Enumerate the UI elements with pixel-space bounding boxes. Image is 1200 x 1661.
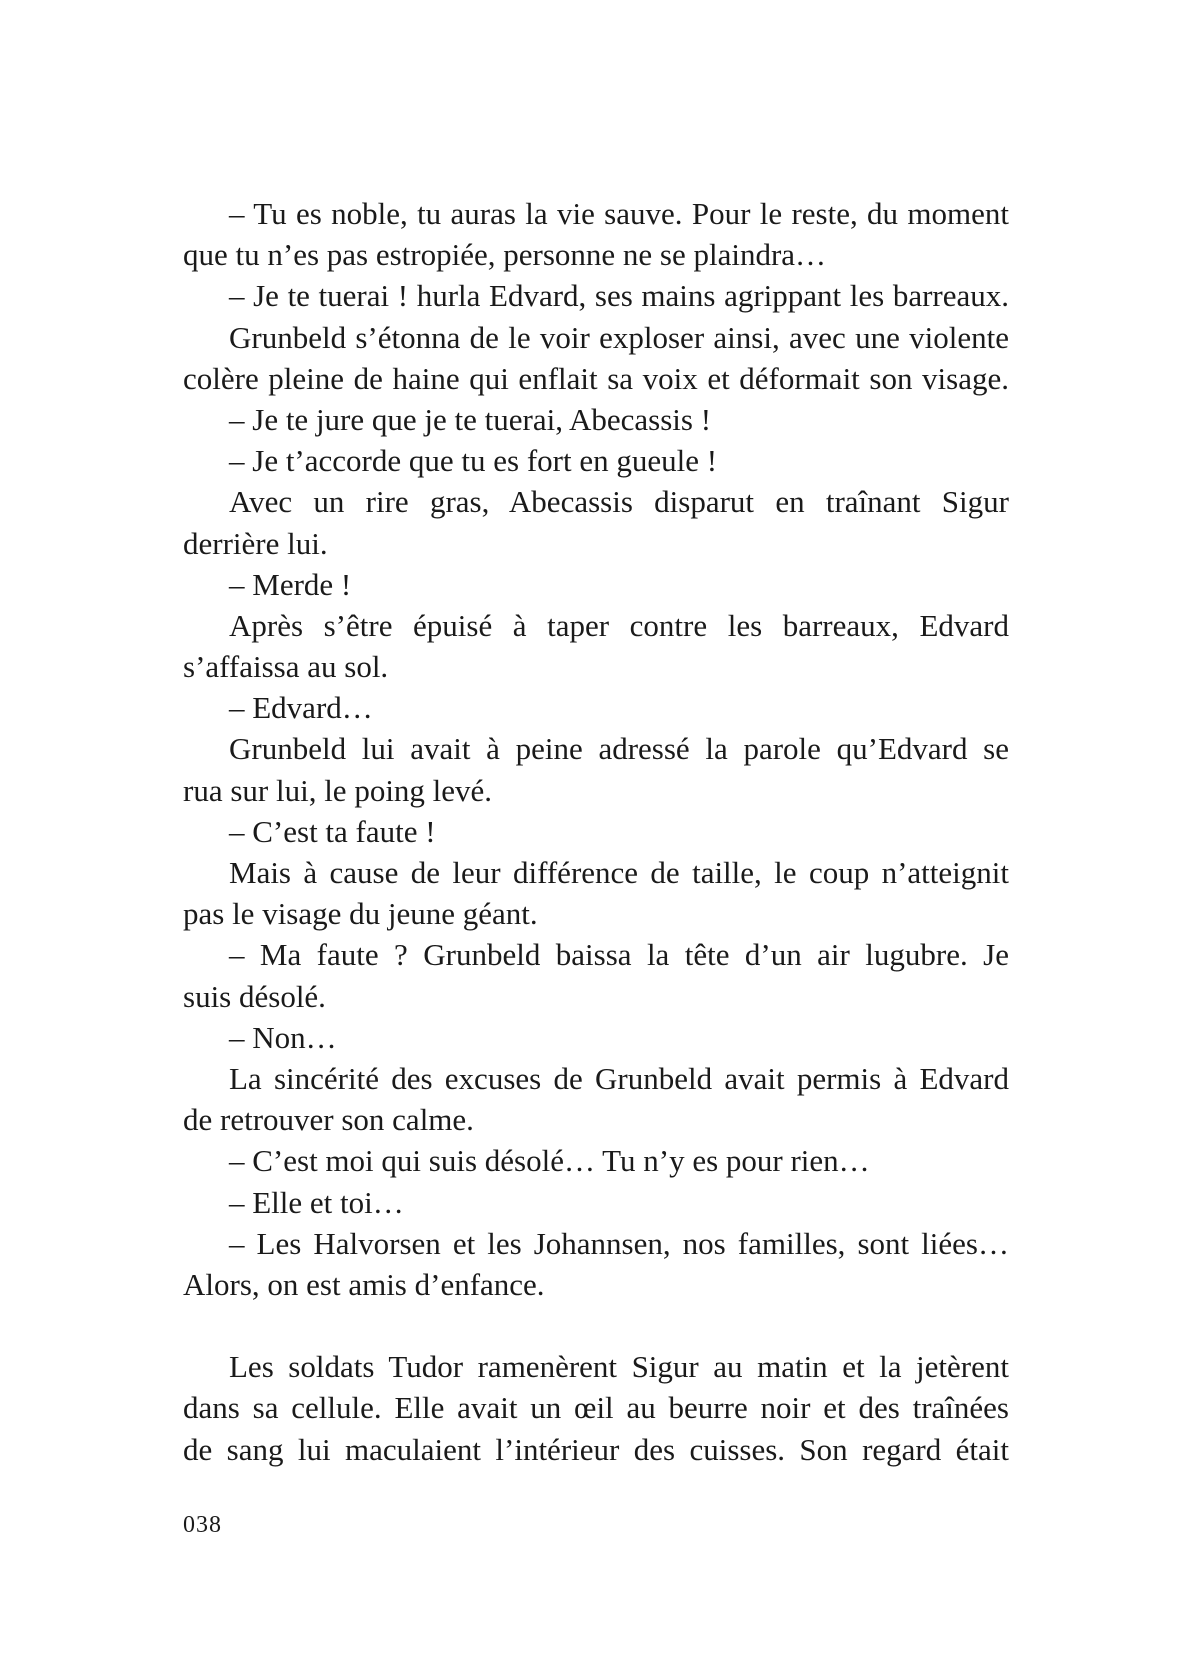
- body-text: [183, 193, 1009, 1470]
- paragraph-gap: [183, 1305, 1009, 1346]
- text-line: – Edvard…: [229, 690, 373, 726]
- text-line: Après s’être épuisé à taper contre les barreaux, Edvard: [229, 607, 1009, 643]
- text-line: suis désolé.: [183, 978, 326, 1014]
- text-line: de sang lui maculaient l’intérieur des cuisses. Son regard était: [183, 1431, 1009, 1467]
- text-line: – Tu es noble, tu auras la vie sauve. Pour le reste, du moment: [229, 196, 1009, 231]
- text-line: pas le visage du jeune géant.: [183, 896, 538, 932]
- text-line: – C’est moi qui suis désolé… Tu n’y es pour rien…: [229, 1143, 870, 1179]
- text-line: Grunbeld lui avait à peine adressé la parole qu’Edvard se: [229, 731, 1009, 767]
- text-line: La sincérité des excuses de Grunbeld avait permis à Edvard: [229, 1060, 1009, 1096]
- text-line: rua sur lui, le poing levé.: [183, 772, 493, 808]
- page-number: 038: [183, 1512, 222, 1538]
- text-line: Les soldats Tudor ramenèrent Sigur au matin et la jetèrent: [229, 1349, 1009, 1385]
- text-line: – Merde !: [229, 566, 352, 602]
- text-line: de retrouver son calme.: [183, 1102, 474, 1138]
- text-line: – Je te jure que je te tuerai, Abecassis !: [229, 401, 712, 437]
- text-line: Avec un rire gras, Abecassis disparut en traînant Sigur: [229, 484, 1009, 520]
- text-line: – Non…: [229, 1019, 337, 1055]
- text-line: dans sa cellule. Elle avait un œil au beurre noir et des traînées: [183, 1390, 1009, 1426]
- text-line: – Je te tuerai ! hurla Edvard, ses mains agrippant les barreaux.: [229, 278, 1009, 314]
- text-line: que tu n’es pas estropiée, personne ne se plaindra…: [183, 237, 827, 273]
- text-line: s’affaissa au sol.: [183, 649, 389, 685]
- text-line: Grunbeld s’étonna de le voir exploser ainsi, avec une violente: [229, 319, 1009, 355]
- text-line: Mais à cause de leur différence de taille, le coup n’atteignit: [229, 855, 1009, 890]
- text-line: – C’est ta faute !: [229, 813, 436, 849]
- text-line: – Les Halvorsen et les Johannsen, nos familles, sont liées…: [229, 1225, 1009, 1261]
- text-line: colère pleine de haine qui enflait sa voix et déformait son visage.: [183, 360, 1009, 396]
- text-line: – Elle et toi…: [229, 1184, 404, 1220]
- text-line: Alors, on est amis d’enfance.: [183, 1266, 545, 1302]
- text-line: – Ma faute ? Grunbeld baissa la tête d’un air lugubre. Je: [229, 937, 1009, 973]
- text-line: – Je t’accorde que tu es fort en gueule !: [229, 443, 718, 479]
- text-line: derrière lui.: [183, 525, 328, 561]
